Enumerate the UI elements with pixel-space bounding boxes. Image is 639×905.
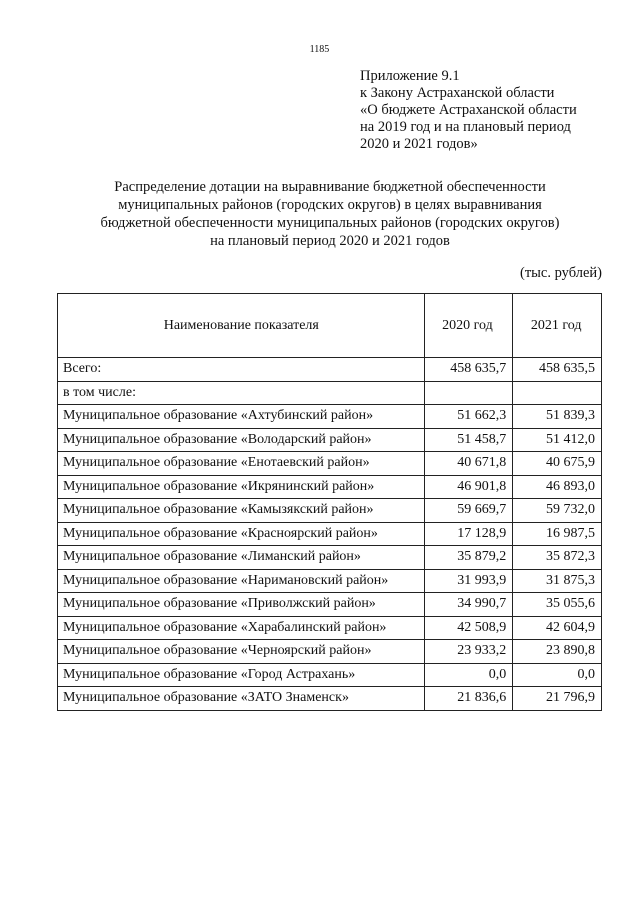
row-2021-cell: 21 796,9 <box>513 687 602 711</box>
row-2021-cell: 51 412,0 <box>513 428 602 452</box>
title-line: на плановый период 2020 и 2021 годов <box>210 233 450 249</box>
table-header-row <box>58 294 602 358</box>
row-2020-cell: 42 508,9 <box>424 616 513 640</box>
table-row <box>58 499 602 523</box>
header-name: Наименование показателя <box>58 294 425 358</box>
row-2020-cell: 458 635,7 <box>424 358 513 382</box>
page-number: 1185 <box>309 44 330 55</box>
table-row <box>58 640 602 664</box>
row-2020-cell: 51 662,3 <box>424 405 513 429</box>
row-2020-cell <box>424 381 513 405</box>
row-2020-cell: 46 901,8 <box>424 475 513 499</box>
table-row <box>58 475 602 499</box>
row-name-cell: Муниципальное образование «Город Астрахань» <box>58 663 425 687</box>
row-name-cell: Муниципальное образование «Харабалинский район» <box>58 616 425 640</box>
row-2020-cell: 34 990,7 <box>424 593 513 617</box>
appendix-line: на 2019 год и на плановый период <box>360 119 571 135</box>
table-row <box>58 522 602 546</box>
row-name-cell: в том числе: <box>58 381 425 405</box>
row-2021-cell: 0,0 <box>513 663 602 687</box>
row-2021-cell: 40 675,9 <box>513 452 602 476</box>
row-name-cell: Муниципальное образование «Енотаевский район» <box>58 452 425 476</box>
row-2021-cell: 23 890,8 <box>513 640 602 664</box>
row-name-cell: Муниципальное образование «Камызякский район» <box>58 499 425 523</box>
row-2020-cell: 51 458,7 <box>424 428 513 452</box>
row-2021-cell: 42 604,9 <box>513 616 602 640</box>
row-name-cell: Муниципальное образование «Володарский район» <box>58 428 425 452</box>
appendix-line: «О бюджете Астраханской области <box>360 102 577 118</box>
row-name-cell: Муниципальное образование «ЗАТО Знаменск» <box>58 687 425 711</box>
subsidy-table <box>57 293 602 711</box>
title-line: муниципальных районов (городских округов) в целях выравнивания <box>118 197 542 213</box>
row-2021-cell: 35 055,6 <box>513 593 602 617</box>
header-2020: 2020 год <box>424 294 513 358</box>
table-row <box>58 452 602 476</box>
row-2020-cell: 23 933,2 <box>424 640 513 664</box>
row-2020-cell: 17 128,9 <box>424 522 513 546</box>
table-row <box>58 358 602 382</box>
row-2021-cell: 31 875,3 <box>513 569 602 593</box>
row-2020-cell: 40 671,8 <box>424 452 513 476</box>
table-row <box>58 663 602 687</box>
table-row <box>58 405 602 429</box>
row-2020-cell: 21 836,6 <box>424 687 513 711</box>
row-name-cell: Всего: <box>58 358 425 382</box>
row-2020-cell: 31 993,9 <box>424 569 513 593</box>
row-name-cell: Муниципальное образование «Красноярский район» <box>58 522 425 546</box>
row-name-cell: Муниципальное образование «Ахтубинский район» <box>58 405 425 429</box>
row-2021-cell: 59 732,0 <box>513 499 602 523</box>
appendix-line: к Закону Астраханской области <box>360 85 555 101</box>
table-row <box>58 616 602 640</box>
document-title <box>60 178 600 250</box>
table-row <box>58 428 602 452</box>
row-name-cell: Муниципальное образование «Наримановский район» <box>58 569 425 593</box>
row-2021-cell: 458 635,5 <box>513 358 602 382</box>
table-row <box>58 593 602 617</box>
row-name-cell: Муниципальное образование «Приволжский район» <box>58 593 425 617</box>
header-2021: 2021 год <box>513 294 602 358</box>
units-label: (тыс. рублей) <box>520 265 602 281</box>
row-2020-cell: 59 669,7 <box>424 499 513 523</box>
row-2021-cell: 35 872,3 <box>513 546 602 570</box>
row-name-cell: Муниципальное образование «Лиманский район» <box>58 546 425 570</box>
title-line: бюджетной обеспеченности муниципальных районов (городских округов) <box>100 215 560 231</box>
row-name-cell: Муниципальное образование «Икрянинский район» <box>58 475 425 499</box>
table-row <box>58 569 602 593</box>
table-row <box>58 687 602 711</box>
row-2021-cell: 46 893,0 <box>513 475 602 499</box>
row-2021-cell: 16 987,5 <box>513 522 602 546</box>
row-2020-cell: 35 879,2 <box>424 546 513 570</box>
table-row <box>58 546 602 570</box>
title-line: Распределение дотации на выравнивание бюджетной обеспеченности <box>114 179 546 195</box>
row-2021-cell <box>513 381 602 405</box>
row-2021-cell: 51 839,3 <box>513 405 602 429</box>
appendix-line: 2020 и 2021 годов» <box>360 136 478 152</box>
table-row <box>58 381 602 405</box>
row-name-cell: Муниципальное образование «Черноярский район» <box>58 640 425 664</box>
appendix-line: Приложение 9.1 <box>360 68 460 84</box>
row-2020-cell: 0,0 <box>424 663 513 687</box>
appendix-header <box>360 68 620 153</box>
